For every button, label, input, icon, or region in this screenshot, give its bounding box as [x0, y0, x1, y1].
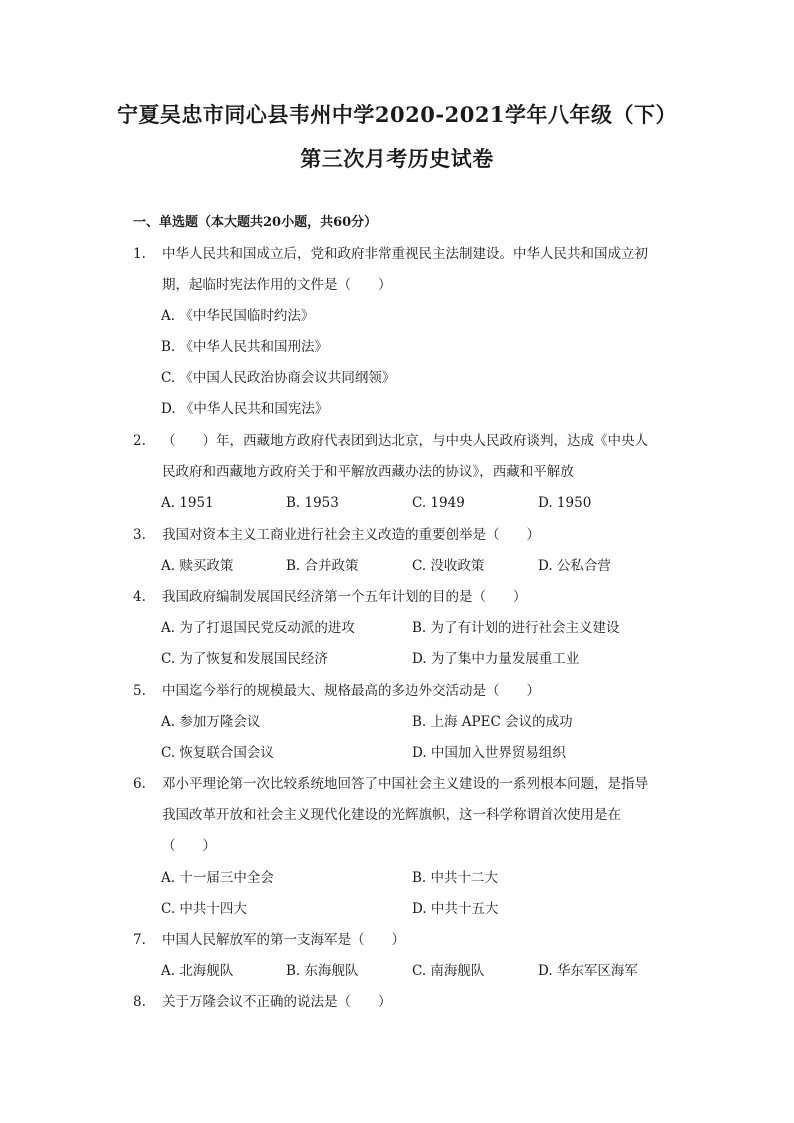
question-number: 2.	[133, 433, 146, 449]
question-number: 7.	[133, 932, 146, 948]
section-heading: 一、单选题（本大题共20小题，共60分）	[133, 215, 378, 230]
option-d: D. 公私合营	[538, 558, 611, 574]
option-a: A. 北海舰队	[161, 963, 234, 979]
option-d: D. 为了集中力量发展重工业	[412, 651, 580, 667]
option-c: C. 没收政策	[412, 558, 485, 574]
option-a: A. 《中华民国临时约法》	[161, 308, 315, 324]
option-b: B. 为了有计划的进行社会主义建设	[412, 620, 620, 636]
question-number: 8.	[133, 994, 146, 1010]
option-d: D. 中国加入世界贸易组织	[412, 745, 566, 761]
question-number: 4.	[133, 589, 146, 605]
question-text-line: 中华人民共和国成立后，党和政府非常重视民主法制建设。中华人民共和国成立初	[162, 246, 648, 262]
question-number: 5.	[133, 683, 146, 699]
option-c: C. 为了恢复和发展国民经济	[161, 651, 328, 667]
option-a: A. 十一届三中全会	[161, 870, 274, 886]
option-d: D. 《中华人民共和国宪法》	[161, 401, 329, 417]
question-number: 6.	[133, 776, 146, 792]
question-text-line: 关于万隆会议不正确的说法是（ ）	[162, 994, 392, 1010]
option-a: A. 为了打退国民党反动派的进攻	[161, 620, 355, 636]
option-d: D. 中共十五大	[412, 901, 499, 917]
question-text-line: 民政府和西藏地方政府关于和平解放西藏办法的协议》，西藏和平解放	[162, 464, 574, 480]
question-text-line: 我国对资本主义工商业进行社会主义改造的重要创举是（ ）	[162, 527, 540, 543]
option-b: B. 1953	[286, 495, 339, 511]
question-text-line: 邓小平理论第一次比较系统地回答了中国社会主义建设的一系列根本问题，是指导	[162, 776, 648, 792]
question-text-line: 我国政府编制发展国民经济第一个五年计划的目的是（ ）	[162, 589, 527, 605]
option-c: C. 《中国人民政治协商会议共同纲领》	[161, 370, 396, 386]
question-text-line: 期，起临时宪法作用的文件是（ ）	[162, 277, 392, 293]
option-b: B. 中共十二大	[412, 870, 499, 886]
option-c: C. 中共十四大	[161, 901, 247, 917]
option-c: C. 恢复联合国会议	[161, 745, 274, 761]
exam-title-line2: 第三次月考历史试卷	[300, 146, 494, 171]
option-a: A. 1951	[161, 495, 214, 511]
question-text-line: （ ）	[162, 838, 216, 854]
option-b: B. 合并政策	[286, 558, 359, 574]
option-d: D. 1950	[538, 495, 592, 511]
option-b: B. 上海 APEC 会议的成功	[412, 714, 573, 730]
option-a: A. 赎买政策	[161, 558, 234, 574]
question-text-line: （ ）年，西藏地方政府代表团到达北京，与中央人民政府谈判，达成《中央人	[162, 433, 648, 449]
option-d: D. 华东军区海军	[538, 963, 638, 979]
question-text-line: 我国改革开放和社会主义现代化建设的光辉旗帜，这一科学称谓首次使用是在	[162, 807, 621, 823]
option-c: C. 南海舰队	[412, 963, 485, 979]
question-number: 1.	[133, 246, 146, 262]
option-c: C. 1949	[412, 495, 465, 511]
option-b: B. 《中华人民共和国刑法》	[161, 339, 329, 355]
exam-title-line1: 宁夏吴忠市同心县韦州中学2020-2021学年八年级（下）	[116, 102, 678, 127]
question-number: 3.	[133, 527, 146, 543]
option-b: B. 东海舰队	[286, 963, 359, 979]
option-a: A. 参加万隆会议	[161, 714, 261, 730]
question-text-line: 中国人民解放军的第一支海军是（ ）	[162, 932, 405, 948]
question-text-line: 中国迄今举行的规模最大、规格最高的多边外交活动是（ ）	[162, 683, 540, 699]
